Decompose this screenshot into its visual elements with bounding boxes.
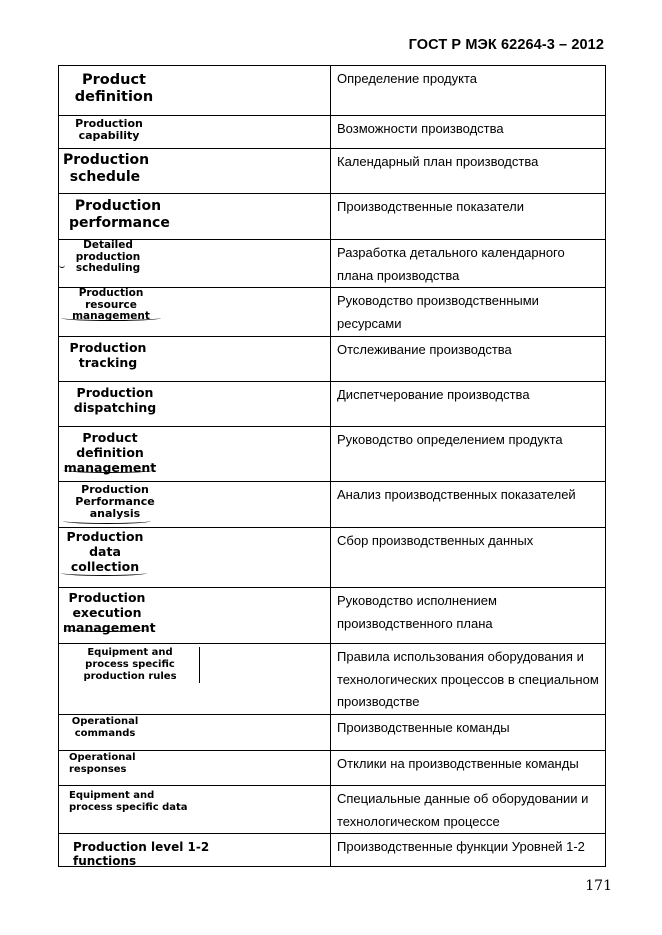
term-cell-en <box>59 786 331 834</box>
term-en: Production schedule <box>63 152 150 185</box>
term-cell-en <box>59 715 331 751</box>
term-ru: Сбор производственных данных <box>331 528 606 588</box>
table-row <box>59 715 606 751</box>
table-row <box>59 382 606 427</box>
table-row <box>59 786 606 834</box>
term-ru: Диспетчерование производства <box>331 382 606 427</box>
table-row <box>59 427 606 482</box>
term-cell-en <box>59 751 331 786</box>
table-row <box>59 751 606 786</box>
terms-table <box>58 65 606 867</box>
term-ru: Специальные данные об оборудовании и технологическом процессе <box>331 786 606 834</box>
table-row <box>59 288 606 337</box>
term-en: Operational commands <box>71 716 139 739</box>
page-number: 171 <box>585 878 612 894</box>
table-row <box>59 528 606 588</box>
term-en: Production tracking <box>69 340 147 370</box>
term-en: Production performance <box>69 198 170 231</box>
term-en: Equipment and process specific data <box>69 790 188 813</box>
term-en: Equipment and process specific production rules <box>65 647 200 683</box>
term-cell-en <box>59 240 331 288</box>
term-en: Product definition <box>74 72 154 106</box>
term-en: Production level 1-2 functions <box>73 840 210 869</box>
table-row <box>59 588 606 644</box>
term-en: Product definition management <box>63 430 157 475</box>
document-header: ГОСТ Р МЭК 62264-3 – 2012 <box>408 37 604 53</box>
term-cell-en <box>59 528 331 588</box>
term-ru: Руководство производственными ресурсами <box>331 288 606 337</box>
term-cell-en <box>59 588 331 644</box>
term-cell-en <box>59 427 331 482</box>
term-cell-en <box>59 66 331 116</box>
term-en: Operational responses <box>69 752 136 775</box>
term-ru: Производственные функции Уровней 1-2 <box>331 834 606 867</box>
term-ru: Возможности производства <box>331 116 606 149</box>
term-en: Production Performance analysis <box>75 483 155 521</box>
term-ru: Правила использования оборудования и технологических процессов в специальном производстве <box>331 644 606 715</box>
bracket-stroke <box>63 518 151 524</box>
term-en: Production dispatching <box>73 385 157 415</box>
term-ru: Определение продукта <box>331 66 606 116</box>
term-cell-en <box>59 288 331 337</box>
table-row <box>59 240 606 288</box>
table-row <box>59 834 606 867</box>
term-cell-en <box>59 149 331 194</box>
bracket-stroke <box>61 315 161 321</box>
term-en: Detailed production scheduling <box>75 239 141 275</box>
term-ru: Руководство определением продукта <box>331 427 606 482</box>
table-row <box>59 644 606 715</box>
term-ru: Отклики на производственные команды <box>331 751 606 786</box>
term-cell-en <box>59 644 331 715</box>
term-cell-en <box>59 482 331 528</box>
bracket-stroke <box>63 626 149 632</box>
term-ru: Руководство исполнением производственного плана <box>331 588 606 644</box>
bracket-stroke <box>63 467 155 473</box>
term-en: Production resource management <box>72 287 150 323</box>
bracket-stroke <box>59 262 65 268</box>
bracket-stroke <box>61 570 147 576</box>
term-ru: Отслеживание производства <box>331 337 606 382</box>
term-cell-en <box>59 834 331 867</box>
term-en: Production execution management <box>63 590 156 635</box>
table-row <box>59 337 606 382</box>
term-ru: Производственные команды <box>331 715 606 751</box>
term-ru: Анализ производственных показателей <box>331 482 606 528</box>
table-row <box>59 149 606 194</box>
term-cell-en <box>59 382 331 427</box>
term-cell-en <box>59 116 331 149</box>
term-en: Production data collection <box>66 529 144 574</box>
term-ru: Разработка детального календарного плана производства <box>331 240 606 288</box>
term-cell-en <box>59 194 331 240</box>
term-ru: Производственные показатели <box>331 194 606 240</box>
table-row <box>59 482 606 528</box>
table-row <box>59 66 606 116</box>
term-en: Production capability <box>75 117 143 142</box>
term-cell-en <box>59 337 331 382</box>
table-row <box>59 194 606 240</box>
table-row <box>59 116 606 149</box>
term-ru: Календарный план производства <box>331 149 606 194</box>
